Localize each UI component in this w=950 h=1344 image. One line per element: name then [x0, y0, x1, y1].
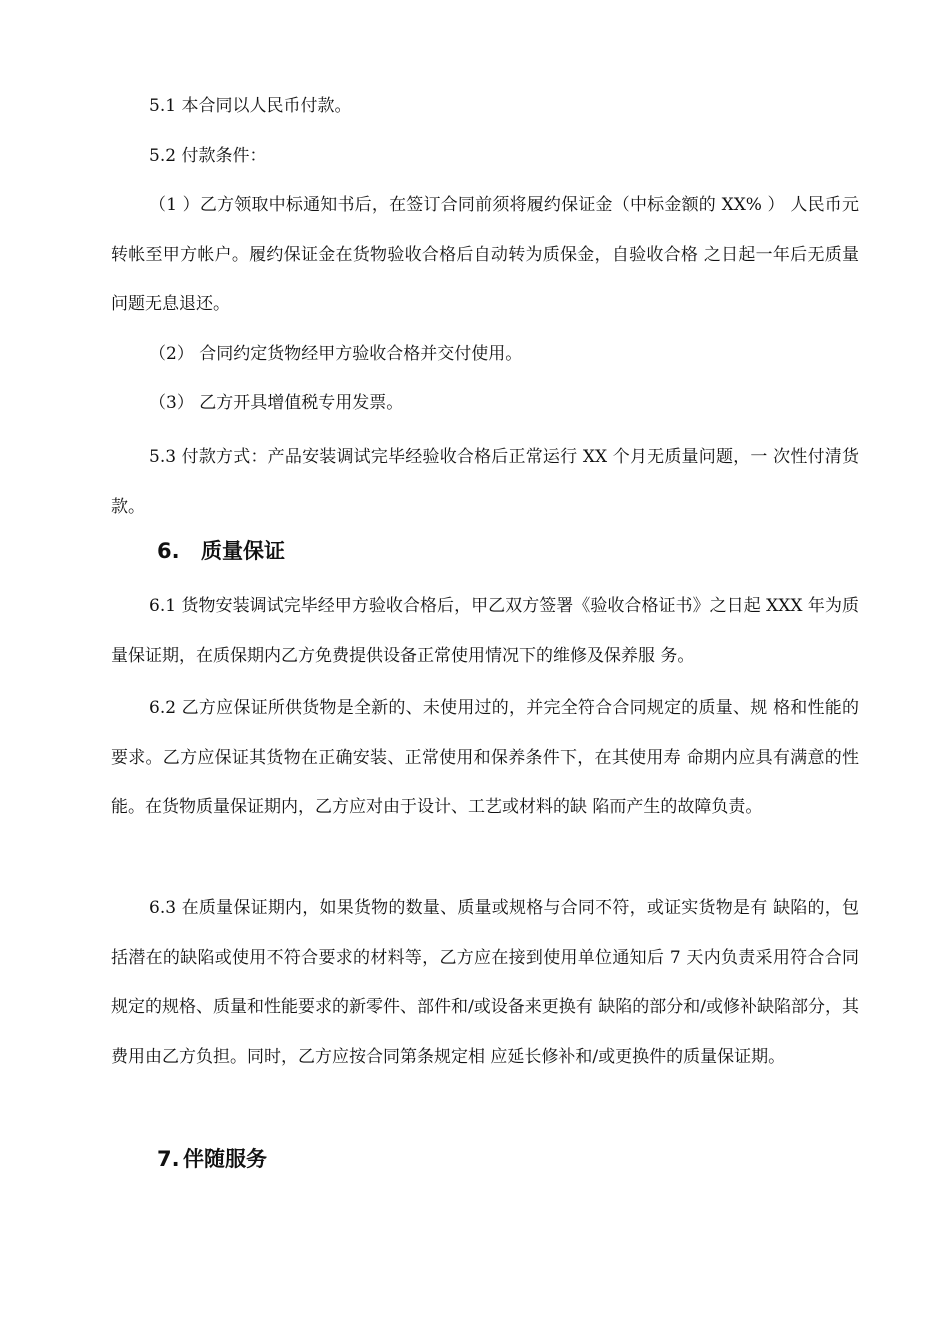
section-7-heading — [157, 1144, 267, 1174]
clause-6-1: 6.1 货物安装调试完毕经甲方验收合格后，甲乙双方签署《验收合格证书》之日起 XXX 年为质量保证期，在质保期内乙方免费提供设备正常使用情况下的维修及保养服 务。 — [111, 596, 859, 666]
clause-6-3: 6.3 在质量保证期内，如果货物的数量、质量或规格与合同不符，或证实货物是有 缺陷的，包括潜在的缺陷或使用不符合要求的材料等，乙方应在接到使用单位通知后 7 天内负责采用符合合同规定的规格、质量和性能要求的新零件、部件和/或设备来更换有 缺陷的部分和/或修补缺陷部分，其费用由乙方负担。同时，乙方应按合同第条规定相 应延长修补和/或更换件的质量保证期。 — [111, 898, 859, 1067]
clause-5-2-item-1: （1 ）乙方领取中标通知书后，在签订合同前须将履约保证金（中标金额的 XX% ） 人民币元转帐至甲方帐户。履约保证金在货物验收合格后自动转为质保金，自验收合格 之日起一年后无质量问题无息退还。 — [111, 195, 859, 314]
clause-5-2: 5.2 付款条件： — [149, 146, 267, 166]
clause-5-2-item-2: （2） 合同约定货物经甲方验收合格并交付使用。 — [149, 344, 523, 364]
section-6-heading — [157, 536, 285, 566]
section-6-number: 6. — [157, 539, 180, 563]
section-7-title: 伴随服务 — [183, 1147, 267, 1171]
clause-5-3: 5.3 付款方式：产品安装调试完毕经验收合格后正常运行 XX 个月无质量问题，一 次性付清货款。 — [111, 447, 859, 517]
clause-5-1: 5.1 本合同以人民币付款。 — [149, 96, 352, 116]
section-6-title: 质量保证 — [201, 539, 285, 563]
section-7-number: 7. — [157, 1147, 180, 1171]
clause-6-2: 6.2 乙方应保证所供货物是全新的、未使用过的，并完全符合合同规定的质量、规 格和性能的要求。乙方应保证其货物在正确安装、正常使用和保养条件下，在其使用寿 命期内应具有满意的性能。在货物质量保证期内，乙方应对由于设计、工艺或材料的缺 陷而产生的故障负责。 — [111, 698, 859, 817]
clause-5-2-item-3: （3） 乙方开具增值税专用发票。 — [149, 393, 404, 413]
